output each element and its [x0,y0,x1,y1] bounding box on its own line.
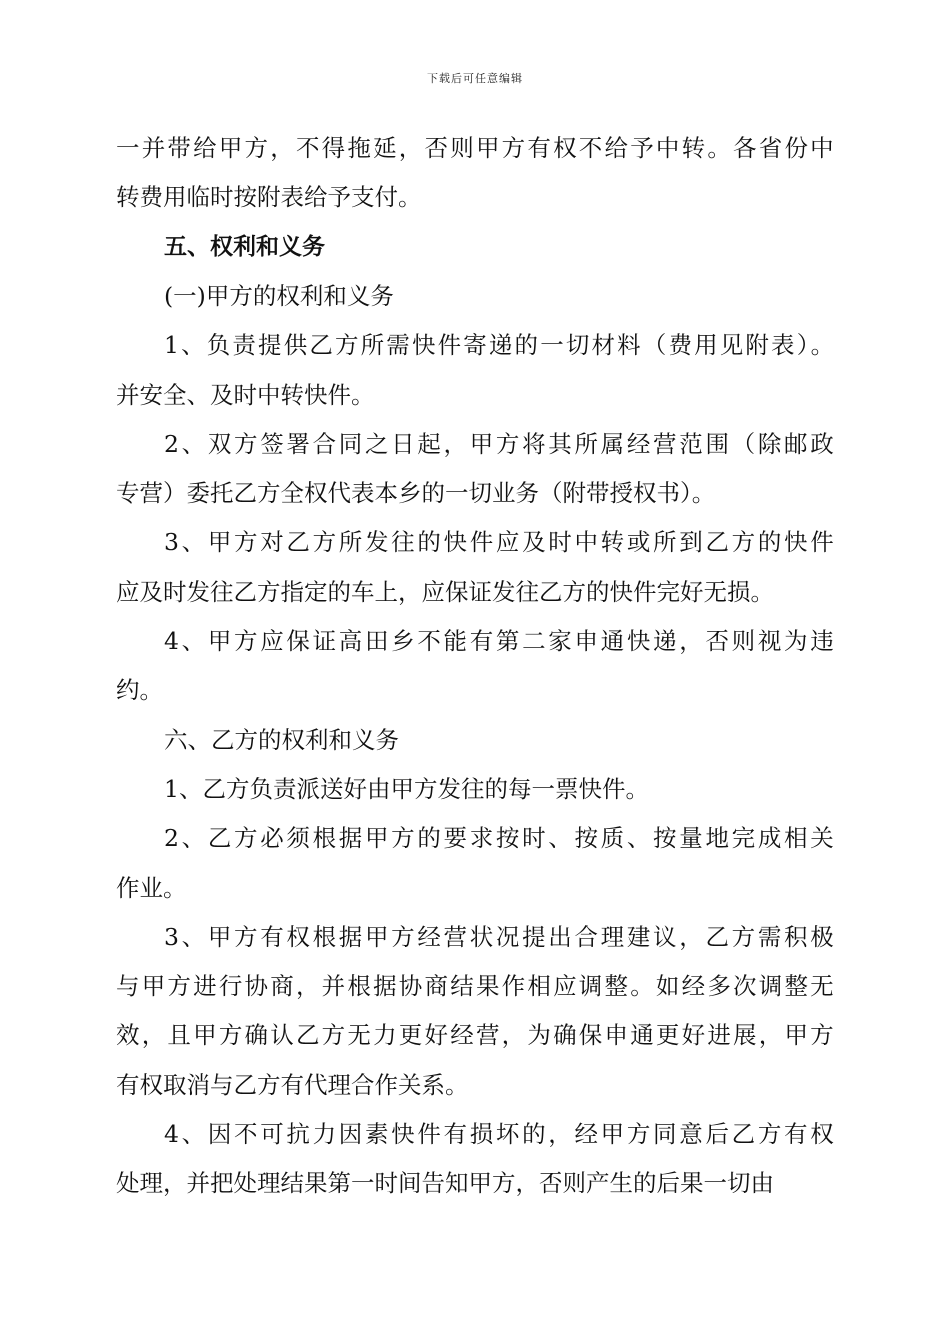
header-note: 下载后可任意编辑 [427,72,523,85]
paragraph-line: 4、甲方应保证高田乡不能有第二家申通快递，否则视为违 [164,627,837,655]
paragraph-line: 2、双方签署合同之日起，甲方将其所属经营范围（除邮政 [164,429,837,458]
section-heading: 五、权利和义务 [164,233,325,260]
paragraph-line: 3、甲方对乙方所发往的快件应及时中转或所到乙方的快件 [164,528,837,557]
paragraph-line: 并安全、及时中转快件。 [116,380,375,409]
paragraph-line: 处理，并把处理结果第一时间告知甲方，否则产生的后果一切由 [116,1169,774,1198]
paragraph-line: 1、负责提供乙方所需快件寄递的一切材料（费用见附表）。 [164,331,837,360]
paragraph-line: 效，且甲方确认乙方无力更好经营，为确保申通更好进展，甲方 [116,1021,836,1050]
paragraph-line: 一并带给甲方，不得拖延，否则甲方有权不给予中转。各省份中 [116,134,836,162]
paragraph-line: (一)甲方的权利和义务 [164,281,394,310]
paragraph-line: 2、乙方必须根据甲方的要求按时、按质、按量地完成相关 [164,824,837,853]
paragraph-line: 3、甲方有权根据甲方经营状况提出合理建议，乙方需积极 [164,922,837,951]
paragraph-line: 有权取消与乙方有代理合作关系。 [116,1070,469,1099]
paragraph-line: 六、乙方的权利和义务 [164,725,399,754]
paragraph-line: 1、乙方负责派送好由甲方发往的每一票快件。 [164,774,649,803]
paragraph-line: 与甲方进行协商，并根据协商结果作相应调整。如经多次调整无 [116,972,836,1001]
paragraph-line: 专营）委托乙方全权代表本乡的一切业务（附带授权书）。 [116,479,716,508]
paragraph-line: 应及时发往乙方指定的车上，应保证发往乙方的快件完好无损。 [116,577,774,606]
paragraph-line: 4、因不可抗力因素快件有损坏的，经甲方同意后乙方有权 [164,1120,837,1148]
paragraph-line: 作业。 [116,873,187,902]
paragraph-line: 转费用临时按附表给予支付。 [116,183,422,212]
paragraph-line: 约。 [116,676,163,705]
